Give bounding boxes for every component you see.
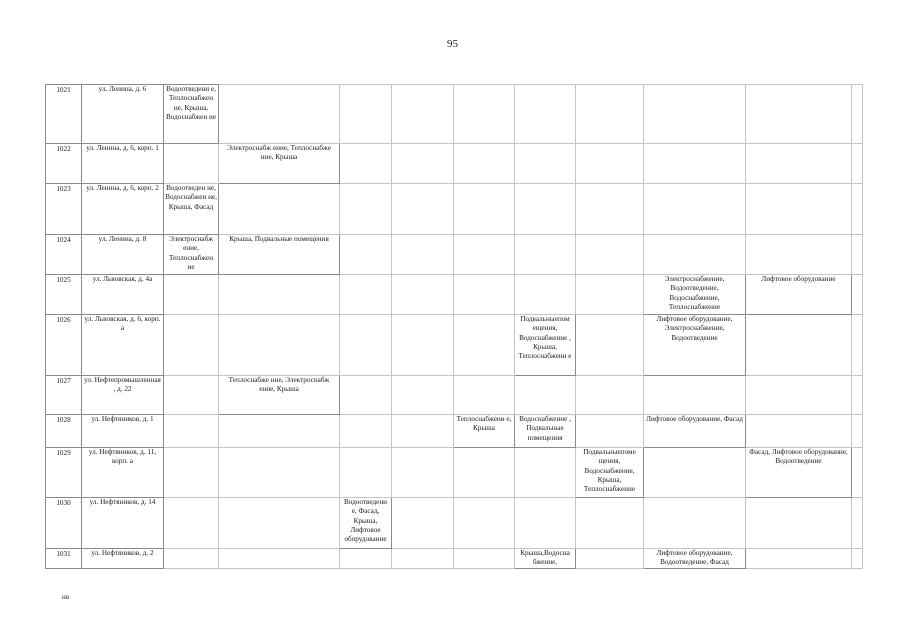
footer-mark: нв: [62, 593, 70, 601]
work-cell: [219, 549, 340, 569]
work-cell: [340, 184, 392, 235]
work-cell: Водоотведен ие, Водоснабжен ие, Крыша, Фасад: [164, 184, 219, 235]
work-cell: [392, 315, 454, 376]
work-cell: [392, 415, 454, 448]
work-cell: [515, 184, 576, 235]
work-cell: [219, 184, 340, 235]
work-cell: [852, 498, 863, 549]
work-cell: [219, 448, 340, 498]
work-cell: [852, 549, 863, 569]
work-cell: [454, 85, 515, 144]
row-number: 1030: [46, 498, 82, 549]
address-cell: ул. Нефтяников, д. 1: [82, 415, 164, 448]
table-row: [46, 275, 863, 315]
work-cell: [852, 315, 863, 376]
row-number: 1027: [46, 376, 82, 415]
table-row: [46, 144, 863, 184]
work-cell: Крыша,Водосна бжение,: [515, 549, 576, 569]
work-cell: Водоотведени е, Теплоснабжен ие, Крыша, Водоснабжен ие: [164, 85, 219, 144]
row-number: 1022: [46, 144, 82, 184]
work-cell: Лифтовое оборудование, Электроснабжение, Водоотведение: [644, 315, 746, 376]
table-row: [46, 448, 863, 498]
table-row: [46, 415, 863, 448]
work-cell: [340, 275, 392, 315]
work-cell: [746, 315, 852, 376]
work-cell: Подвальныепом ещения, Водоснабжение , Крыша, Теплоснабжени е: [515, 315, 576, 376]
repair-schedule-table: [45, 84, 863, 569]
table-row: [46, 184, 863, 235]
work-cell: [164, 376, 219, 415]
work-cell: [644, 235, 746, 275]
work-cell: Крыша, Подвальные помещения: [219, 235, 340, 275]
work-cell: [746, 144, 852, 184]
work-cell: Лифтовое оборудование: [746, 275, 852, 315]
work-cell: [340, 144, 392, 184]
row-number: 1021: [46, 85, 82, 144]
work-cell: [852, 275, 863, 315]
row-number: 1026: [46, 315, 82, 376]
work-cell: [852, 415, 863, 448]
work-cell: [392, 498, 454, 549]
work-cell: [644, 85, 746, 144]
work-cell: [852, 184, 863, 235]
work-cell: [576, 549, 644, 569]
table-row: [46, 498, 863, 549]
work-cell: [340, 85, 392, 144]
work-cell: Фасад, Лифтовое оборудование, Водоотведение: [746, 448, 852, 498]
work-cell: [644, 498, 746, 549]
work-cell: [392, 376, 454, 415]
address-cell: ул. Нефтепромышленная , д. 22: [82, 376, 164, 415]
work-cell: [340, 376, 392, 415]
work-cell: Электроснабж ение, Теплоснабжен ие: [164, 235, 219, 275]
work-cell: [219, 498, 340, 549]
work-cell: [164, 415, 219, 448]
work-cell: [392, 549, 454, 569]
address-cell: ул. Нефтяников, д. 2: [82, 549, 164, 569]
work-cell: [852, 85, 863, 144]
work-cell: [515, 144, 576, 184]
row-number: 1028: [46, 415, 82, 448]
table-row: [46, 376, 863, 415]
work-cell: [644, 144, 746, 184]
work-cell: [340, 415, 392, 448]
work-cell: [219, 275, 340, 315]
work-cell: Водоснабжение , Подвальные помещения: [515, 415, 576, 448]
work-cell: [746, 235, 852, 275]
row-number: 1031: [46, 549, 82, 569]
work-cell: [164, 144, 219, 184]
work-cell: [576, 415, 644, 448]
work-cell: [392, 85, 454, 144]
work-cell: [576, 275, 644, 315]
work-cell: [392, 184, 454, 235]
work-cell: [746, 549, 852, 569]
address-cell: ул. Нефтяников, д. 11, корп. а: [82, 448, 164, 498]
table-body: [46, 85, 863, 569]
table-row: [46, 85, 863, 144]
work-cell: [340, 235, 392, 275]
work-cell: [746, 498, 852, 549]
work-cell: [454, 144, 515, 184]
work-cell: Теплоснабжени е, Крыша: [454, 415, 515, 448]
work-cell: [515, 376, 576, 415]
table-row: [46, 235, 863, 275]
work-cell: [644, 184, 746, 235]
table-row: [46, 315, 863, 376]
work-cell: [515, 498, 576, 549]
address-cell: ул. Нефтяников, д. 14: [82, 498, 164, 549]
work-cell: [576, 85, 644, 144]
work-cell: [515, 235, 576, 275]
work-cell: [392, 275, 454, 315]
work-cell: [576, 498, 644, 549]
work-cell: [852, 144, 863, 184]
work-cell: [852, 235, 863, 275]
work-cell: [644, 376, 746, 415]
work-cell: [164, 448, 219, 498]
work-cell: [164, 549, 219, 569]
work-cell: [219, 415, 340, 448]
work-cell: [515, 448, 576, 498]
work-cell: [576, 315, 644, 376]
table-row: [46, 549, 863, 569]
address-cell: ул. Львовская, д. 4а: [82, 275, 164, 315]
work-cell: [454, 498, 515, 549]
work-cell: [340, 448, 392, 498]
work-cell: [219, 85, 340, 144]
row-number: 1023: [46, 184, 82, 235]
address-cell: ул. Ленина, д. 6, корп. 1: [82, 144, 164, 184]
work-cell: [454, 448, 515, 498]
work-cell: [454, 184, 515, 235]
work-cell: [576, 144, 644, 184]
work-cell: Водоотведени е, Фасад, Крыша, Лифтовое оборудование: [340, 498, 392, 549]
work-cell: [164, 275, 219, 315]
work-cell: [454, 275, 515, 315]
work-cell: [852, 376, 863, 415]
work-cell: [454, 549, 515, 569]
work-cell: [164, 498, 219, 549]
address-cell: ул. Львовская, д. 6, корп. а: [82, 315, 164, 376]
work-cell: [746, 184, 852, 235]
work-cell: Лифтовое оборудование, Водоотведение, Фасад: [644, 549, 746, 569]
work-cell: [644, 448, 746, 498]
work-cell: [454, 235, 515, 275]
row-number: 1029: [46, 448, 82, 498]
work-cell: Лифтовое оборудование, Фасад: [644, 415, 746, 448]
work-cell: Электроснабж ение, Теплоснабже ние, Крыша: [219, 144, 340, 184]
address-cell: ул. Ленина, д. 8: [82, 235, 164, 275]
work-cell: [164, 315, 219, 376]
work-cell: [392, 448, 454, 498]
work-cell: [392, 144, 454, 184]
work-cell: [219, 315, 340, 376]
row-number: 1025: [46, 275, 82, 315]
work-cell: [515, 85, 576, 144]
work-cell: Теплоснабже ние, Электроснабж ение, Крыша: [219, 376, 340, 415]
work-cell: [454, 315, 515, 376]
work-cell: [746, 376, 852, 415]
work-cell: [576, 376, 644, 415]
work-cell: [392, 235, 454, 275]
work-cell: [746, 415, 852, 448]
work-cell: [576, 235, 644, 275]
work-cell: Подвальныепоме щения, Водоснабжение, Крыша, Теплоснабжение: [576, 448, 644, 498]
work-cell: [746, 85, 852, 144]
work-cell: [576, 184, 644, 235]
work-cell: [454, 376, 515, 415]
address-cell: ул. Ленина, д. 6, корп. 2: [82, 184, 164, 235]
work-cell: [340, 549, 392, 569]
address-cell: ул. Ленина, д. 6: [82, 85, 164, 144]
work-cell: Электроснабжение, Водоотведение, Водоснабжение, Теплоснабжение: [644, 275, 746, 315]
work-cell: [852, 448, 863, 498]
row-number: 1024: [46, 235, 82, 275]
work-cell: [340, 315, 392, 376]
work-cell: [515, 275, 576, 315]
page-number: 95: [447, 38, 458, 50]
